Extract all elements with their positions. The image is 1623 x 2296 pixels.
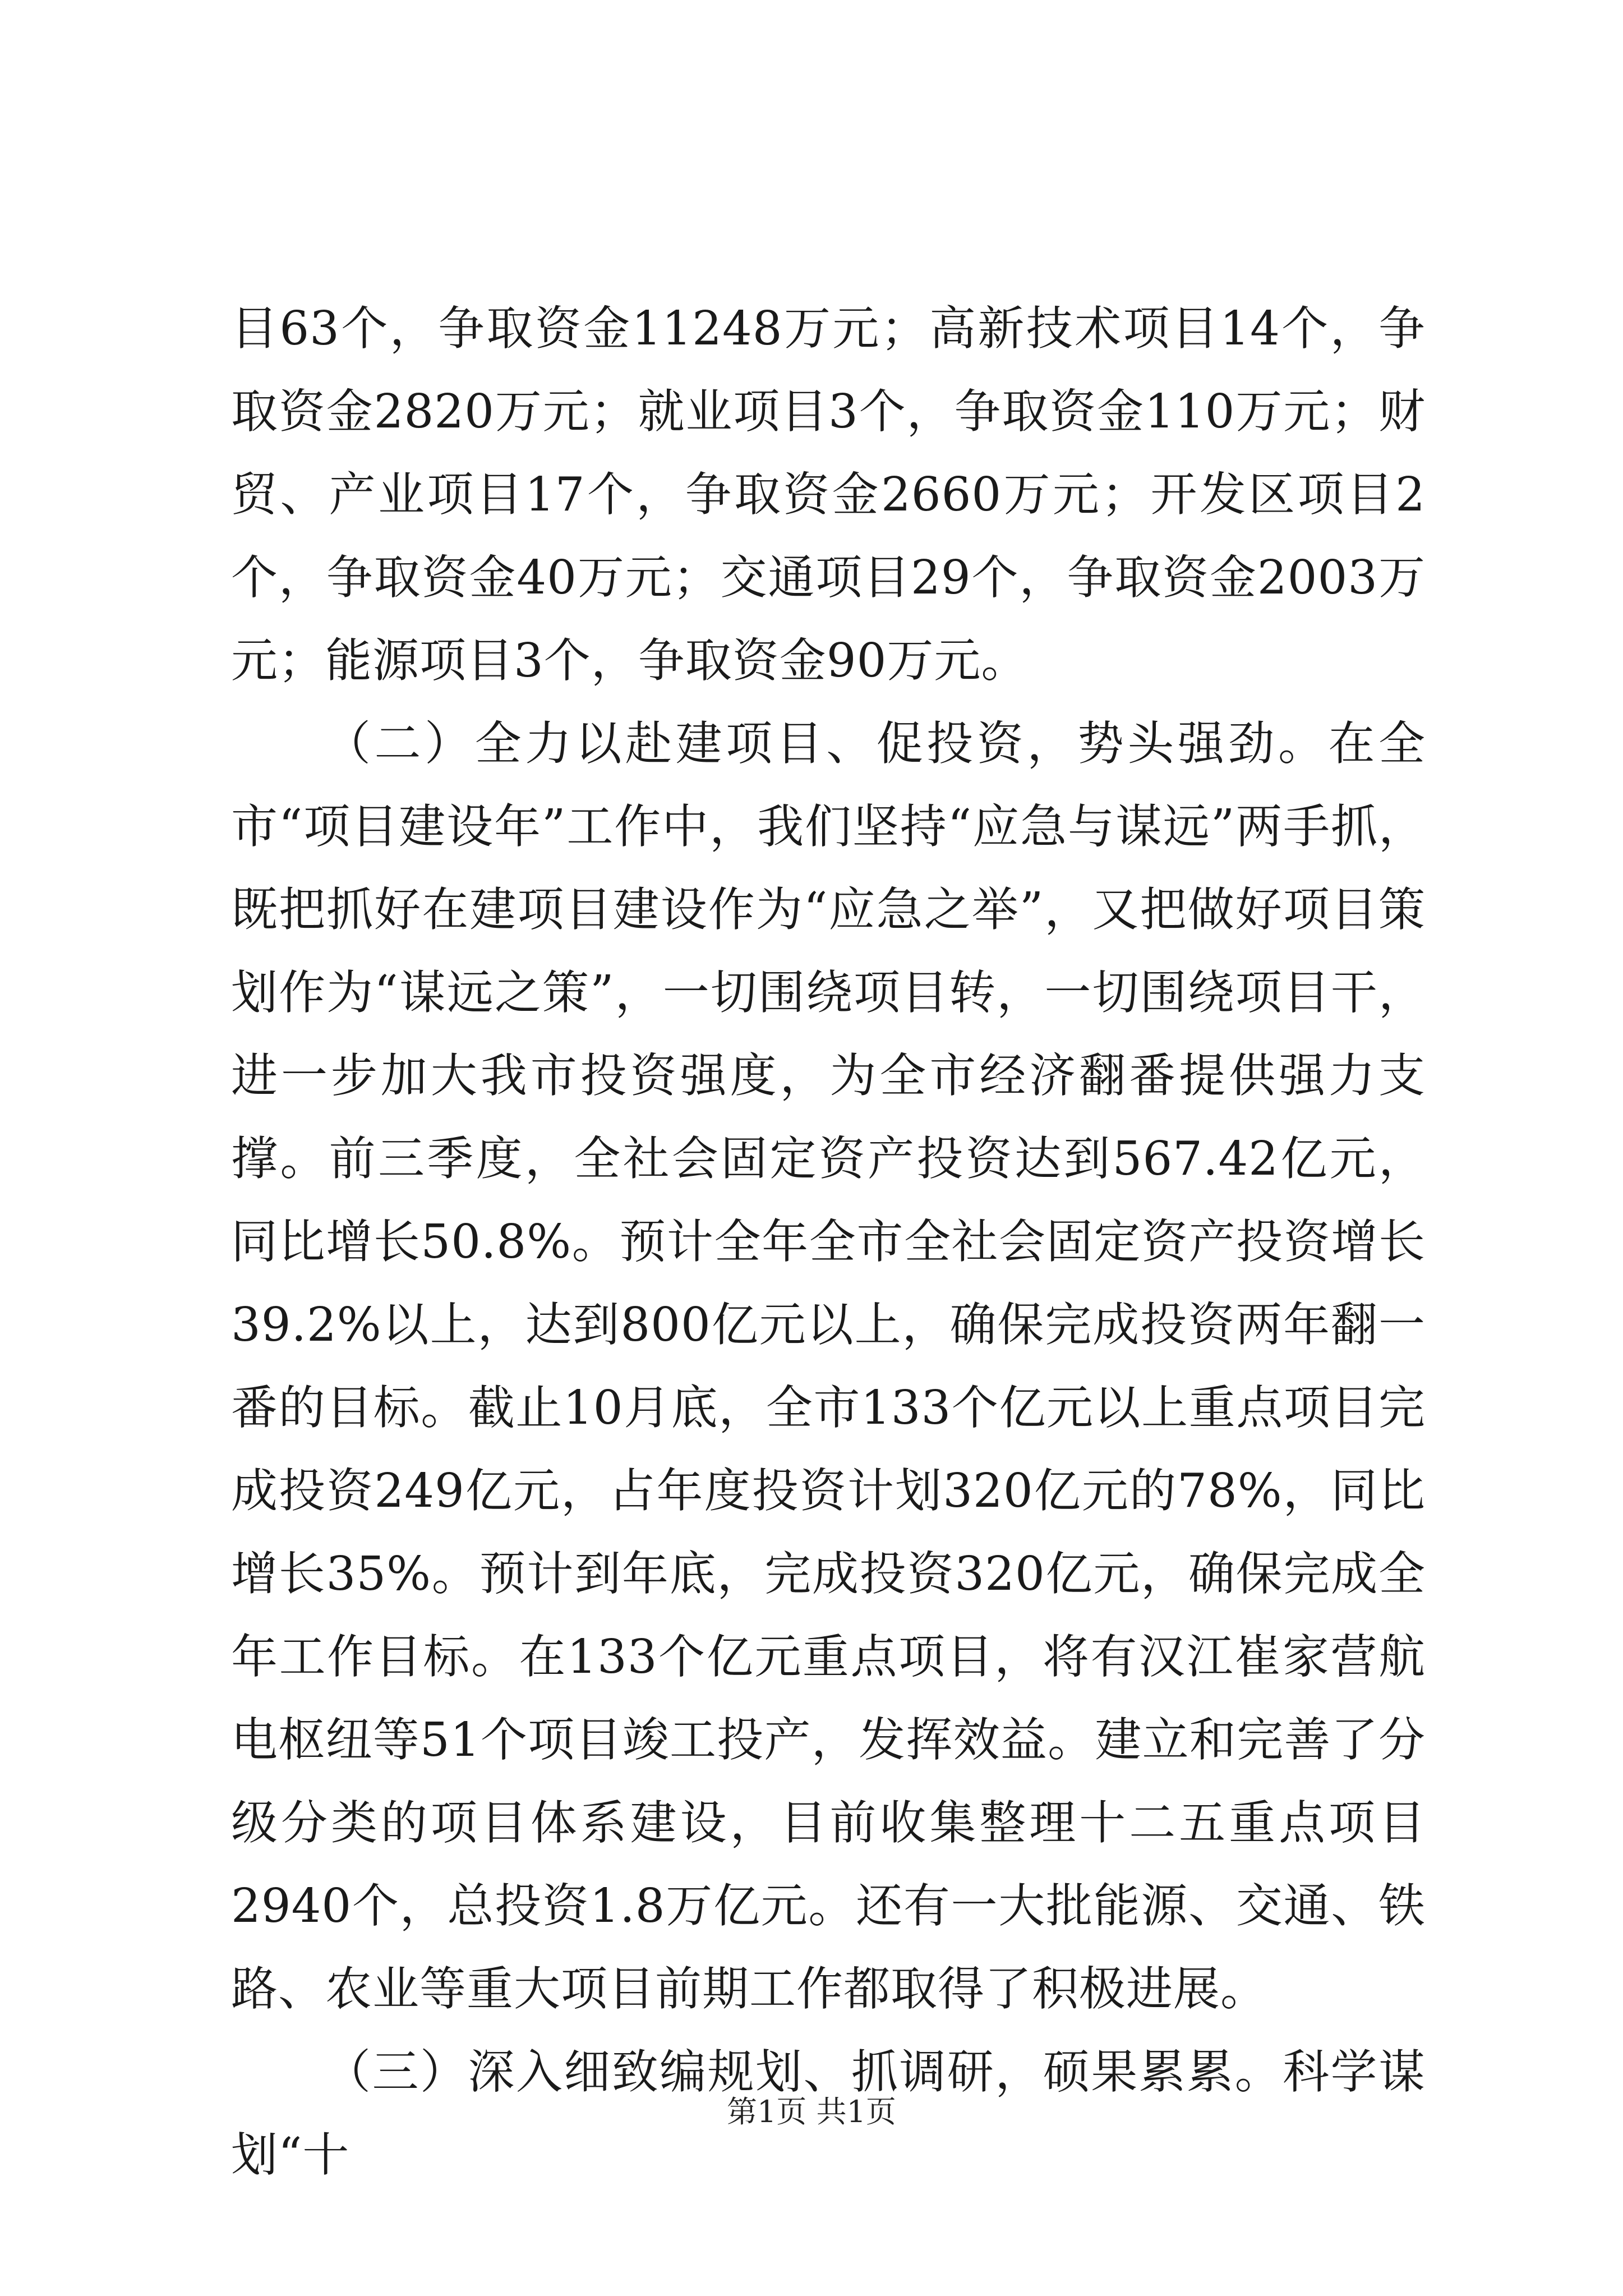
paragraph-continuation: 目63个，争取资金11248万元；高新技术项目14个，争取资金2820万元；就业项目3个，争取资金110万元；财贸、产业项目17个，争取资金2660万元；开发区项目2个，争取资金40万元；交通项目29个，争取资金2003万元；能源项目3个，争取资金90万元。 — [231, 301, 1426, 688]
document-body — [231, 287, 1426, 2197]
paragraph-section-two: （二）全力以赴建项目、促投资，势头强劲。在全市“项目建设年”工作中，我们坚持“应急与谋远”两手抓，既把抓好在建项目建设作为“应急之举”，又把做好项目策划作为“谋远之策”，一切围绕项目转，一切围绕项目干，进一步加大我市投资强度，为全市经济翻番提供强力支撑。前三季度，全社会固定资产投资达到567.42亿元，同比增长50.8%。预计全年全市全社会固定资产投资增长39.2%以上，达到800亿元以上，确保完成投资两年翻一番的目标。截止10月底，全市133个亿元以上重点项目完成投资249亿元，占年度投资计划320亿元的78%，同比增长35%。预计到年底，完成投资320亿元，确保完成全年工作目标。在133个亿元重点项目，将有汉江崔家营航电枢纽等51个项目竣工投产，发挥效益。建立和完善了分级分类的项目体系建设，目前收集整理十二五重点项目2940个，总投资1.8万亿元。还有一大批能源、交通、铁路、农业等重大项目前期工作都取得了积极进展。 — [231, 716, 1426, 2016]
paragraph-section-three: （三）深入细致编规划、抓调研，硕果累累。科学谋划“十 — [231, 2045, 1426, 2182]
page-footer: 第1页 共1页 — [727, 2094, 896, 2129]
